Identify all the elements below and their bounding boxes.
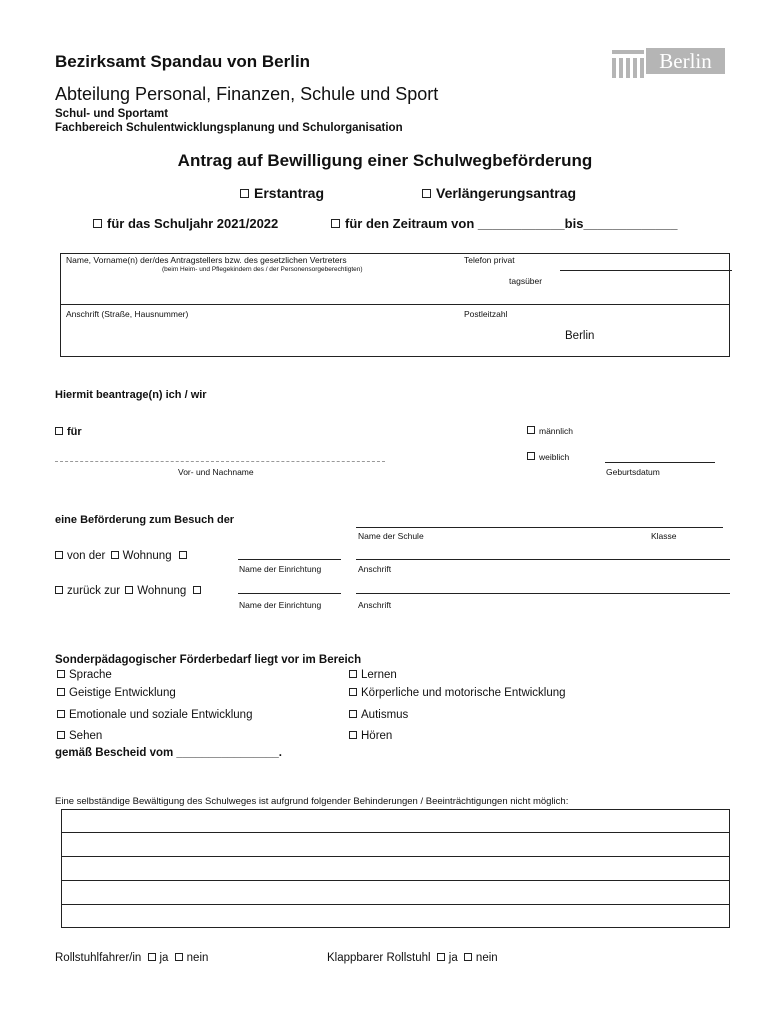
dob-caption: Geburtsdatum	[606, 467, 660, 477]
facility-field-1[interactable]	[238, 559, 341, 560]
fullname-caption: Vor- und Nachname	[178, 467, 254, 477]
wheelchair-user-row: Rollstuhlfahrer/in ja nein	[55, 952, 209, 964]
impairments-label: Eine selbständige Bewältigung des Schulweges ist aufgrund folgender Behinderungen / Beeinträchtigungen nicht möglich:	[55, 796, 569, 807]
option-female[interactable]: weiblich	[527, 452, 569, 462]
option-schoolyear[interactable]: für das Schuljahr 2021/2022	[93, 216, 278, 231]
checkbox[interactable]	[193, 586, 201, 594]
phone-private-label: Telefon privat	[464, 255, 515, 265]
divider	[60, 304, 730, 305]
foldable-wheelchair-row: Klappbarer Rollstuhl ja nein	[327, 952, 498, 964]
checkbox[interactable]	[55, 427, 63, 435]
table-row-divider	[61, 880, 730, 881]
transport-heading: eine Beförderung zum Besuch der	[55, 514, 235, 526]
applicant-name-hint: (beim Heim- und Pflegekindern des / der Personensorgeberechtigten)	[162, 266, 363, 273]
checkbox[interactable]	[93, 219, 102, 228]
checkbox-yes[interactable]	[148, 953, 156, 961]
option-for[interactable]: für	[55, 426, 82, 438]
office-name: Schul- und Sportamt	[55, 108, 169, 120]
address-field-1[interactable]	[356, 559, 730, 560]
checkbox[interactable]	[527, 426, 535, 434]
need-language[interactable]: Sprache	[57, 669, 112, 681]
route-to-school: von der Wohnung	[55, 550, 191, 562]
checkbox[interactable]	[349, 688, 357, 696]
checkbox[interactable]	[349, 670, 357, 678]
phone-day-label: tagsüber	[509, 276, 543, 286]
request-heading: Hiermit beantrage(n) ich / wir	[55, 389, 207, 401]
checkbox[interactable]	[111, 551, 119, 559]
checkbox[interactable]	[57, 688, 65, 696]
school-field[interactable]	[356, 527, 723, 528]
checkbox[interactable]	[55, 551, 63, 559]
need-physical-motor[interactable]: Körperliche und motorische Entwicklung	[349, 687, 566, 699]
need-emotional-social[interactable]: Emotionale und soziale Entwicklung	[57, 709, 252, 721]
checkbox[interactable]	[331, 219, 340, 228]
form-title: Antrag auf Bewilligung einer Schulwegbeförderung	[177, 151, 593, 170]
facility-caption-2: Name der Einrichtung	[239, 600, 322, 610]
berlin-logo	[610, 44, 725, 78]
address-label: Anschrift (Straße, Hausnummer)	[66, 309, 189, 319]
option-period-range[interactable]: für den Zeitraum von ____________bis_____________	[331, 216, 677, 231]
authority-name: Bezirksamt Spandau von Berlin	[55, 52, 311, 71]
class-caption: Klasse	[651, 531, 677, 541]
applicant-box	[60, 253, 730, 357]
checkbox[interactable]	[57, 670, 65, 678]
address-caption-1: Anschrift	[358, 564, 392, 574]
special-needs-heading: Sonderpädagogischer Förderbedarf liegt vor im Bereich	[55, 654, 362, 666]
department-name: Abteilung Personal, Finanzen, Schule und Sport	[55, 84, 439, 104]
route-return: zurück zur Wohnung	[55, 585, 205, 597]
berlin-logo-text: Berlin	[646, 48, 725, 74]
division-name: Fachbereich Schulentwicklungsplanung und Schulorganisation	[55, 122, 403, 134]
table-row-divider	[61, 832, 730, 833]
need-mental-development[interactable]: Geistige Entwicklung	[57, 687, 176, 699]
table-row-divider	[61, 904, 730, 905]
need-autism[interactable]: Autismus	[349, 709, 408, 721]
brandenburg-gate-icon	[610, 50, 646, 78]
checkbox[interactable]	[349, 710, 357, 718]
option-extension-application[interactable]: Verlängerungsantrag	[422, 185, 576, 201]
fullname-field[interactable]	[55, 461, 385, 462]
checkbox-no[interactable]	[175, 953, 183, 961]
checkbox-yes[interactable]	[437, 953, 445, 961]
checkbox[interactable]	[179, 551, 187, 559]
checkbox-no[interactable]	[464, 953, 472, 961]
need-hearing[interactable]: Hören	[349, 730, 392, 742]
impairments-table[interactable]	[61, 809, 730, 928]
option-male[interactable]: männlich	[527, 426, 573, 436]
phone-private-field[interactable]	[560, 270, 732, 271]
facility-field-2[interactable]	[238, 593, 341, 594]
applicant-name-label: Name, Vorname(n) der/des Antragstellers bzw. des gesetzlichen Vertreters	[66, 255, 347, 265]
school-caption: Name der Schule	[358, 531, 424, 541]
decision-date-line: gemäß Bescheid vom ________________.	[55, 747, 282, 759]
address-field-2[interactable]	[356, 593, 730, 594]
checkbox[interactable]	[349, 731, 357, 739]
option-first-application[interactable]: Erstantrag	[240, 185, 324, 201]
checkbox[interactable]	[422, 189, 431, 198]
need-learning[interactable]: Lernen	[349, 669, 397, 681]
checkbox[interactable]	[125, 586, 133, 594]
dob-field[interactable]	[605, 462, 715, 463]
checkbox[interactable]	[57, 731, 65, 739]
address-caption-2: Anschrift	[358, 600, 392, 610]
checkbox[interactable]	[55, 586, 63, 594]
checkbox[interactable]	[240, 189, 249, 198]
city-value: Berlin	[565, 330, 595, 342]
checkbox[interactable]	[57, 710, 65, 718]
table-row-divider	[61, 856, 730, 857]
checkbox[interactable]	[527, 452, 535, 460]
facility-caption-1: Name der Einrichtung	[239, 564, 322, 574]
postcode-label: Postleitzahl	[464, 309, 508, 319]
need-vision[interactable]: Sehen	[57, 730, 102, 742]
